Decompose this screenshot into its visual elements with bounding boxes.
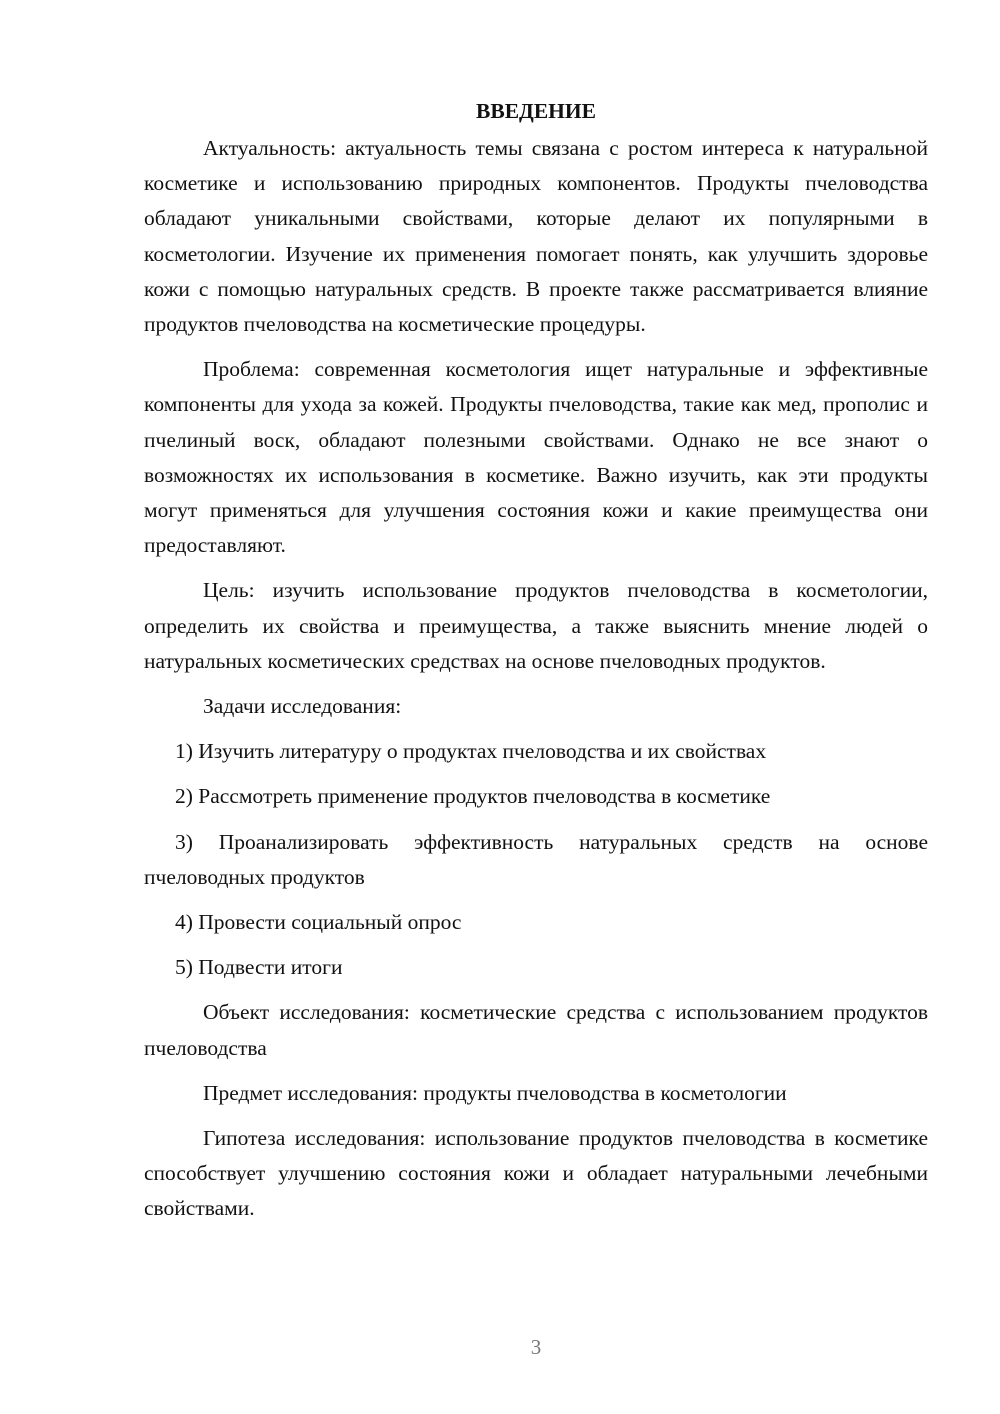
task-item: 4) Провести социальный опрос: [175, 910, 462, 935]
task-item: 2) Рассмотреть применение продуктов пчеловодства в косметике: [175, 784, 771, 809]
task-item: 5) Подвести итоги: [175, 955, 343, 980]
hypothesis-paragraph: Гипотеза исследования: использование продуктов пчеловодства в косметике способствует улучшению состояния кожи и обладает натуральными лечебными свойствами.: [144, 1126, 928, 1221]
document-page: [144, 96, 928, 1237]
task-item: 1) Изучить литературу о продуктах пчеловодства и их свойствах: [175, 739, 767, 764]
page-number: 3: [530, 1335, 542, 1359]
task-item: 3) Проанализировать эффективность натуральных средств на основе пчеловодных продуктов: [144, 829, 928, 889]
tasks-heading: Задачи исследования:: [203, 694, 402, 719]
page-title: ВВЕДЕНИЕ: [476, 99, 596, 123]
problem-paragraph: Проблема: современная косметология ищет натуральные и эффективные компоненты для ухода за кожей. Продукты пчеловодства, такие как мед, прополис и пчелиный воск, обладают полезными свойствами. Однако не все знают о возможностях их использования в косметике. Важно изучить, как эти продукты могут применяться для улучшения состояния кожи и какие преимущества они предоставляют.: [144, 357, 928, 558]
goal-paragraph: Цель: изучить использование продуктов пчеловодства в косметологии, определить их свойства и преимущества, а также выяснить мнение людей о натуральных косметических средствах на основе пчеловодных продуктов.: [144, 578, 928, 673]
object-paragraph: Объект исследования: косметические средства с использованием продуктов пчеловодства: [144, 1000, 928, 1060]
relevance-paragraph: Актуальность: актуальность темы связана с ростом интереса к натуральной косметике и использованию природных компонентов. Продукты пчеловодства обладают уникальными свойствами, которые делают их популярными в косметологии. Изучение их применения помогает понять, как улучшить здоровье кожи с помощью натуральных средств. В проекте также рассматривается влияние продуктов пчеловодства на косметические процедуры.: [144, 136, 928, 337]
subject-paragraph: Предмет исследования: продукты пчеловодства в косметологии: [203, 1080, 787, 1105]
